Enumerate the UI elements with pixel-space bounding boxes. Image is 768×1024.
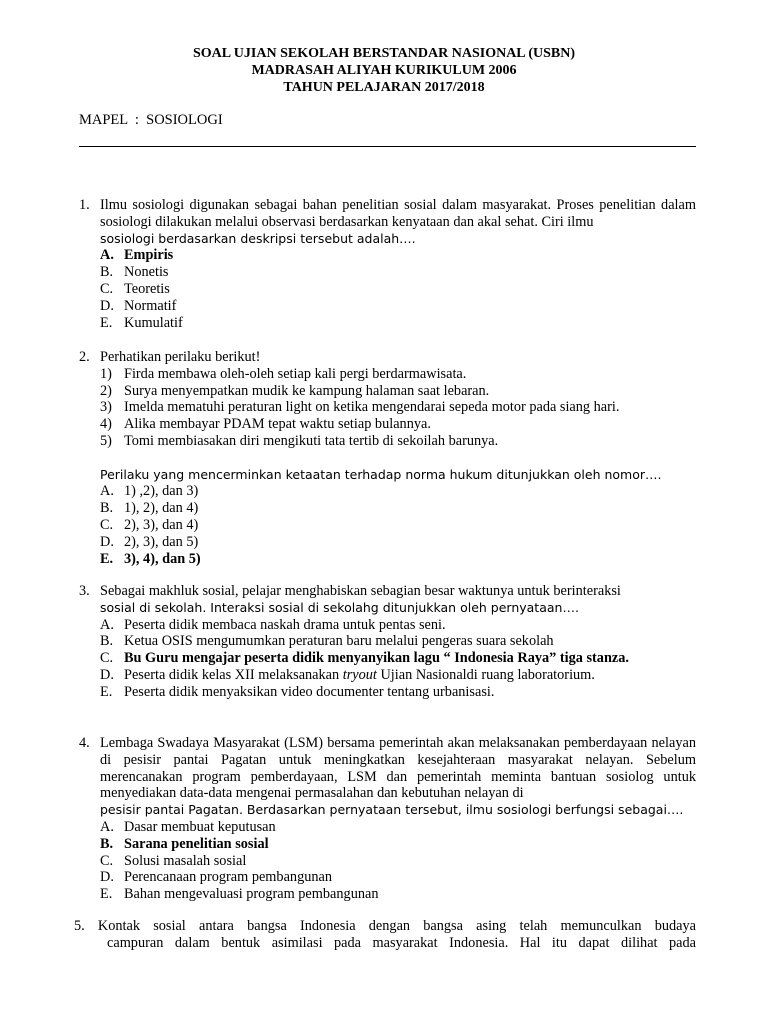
statement-4 xyxy=(100,416,696,433)
option-text: Normatif xyxy=(124,297,177,314)
option-text: 1) ,2), dan 3) xyxy=(124,483,199,500)
option-e xyxy=(100,315,696,332)
option-text-before: Peserta didik kelas XII melaksanakan xyxy=(124,666,343,683)
statement-3 xyxy=(100,399,696,416)
subject-label: MAPEL : SOSIOLOGI xyxy=(79,112,223,128)
statement-label: 2) xyxy=(100,382,112,399)
option-text: Peserta didik membaca naskah drama untuk pentas seni. xyxy=(124,616,446,633)
question-text-tail: pesisir pantai Pagatan. Berdasarkan pernyataan tersebut, ilmu sosiologi berfungsi sebagai…. xyxy=(100,802,684,818)
option-label: E. xyxy=(100,886,113,903)
option-c xyxy=(100,650,696,667)
statement-text: Alika membayar PDAM tepat waktu setiap bulannya. xyxy=(124,416,431,433)
statement-2 xyxy=(100,383,696,400)
question-1 xyxy=(79,197,696,331)
option-label: C. xyxy=(100,852,114,869)
statement-text: Surya menyempatkan mudik ke kampung halaman saat lebaran. xyxy=(124,382,490,399)
option-text: Bahan mengevaluasi program pembangunan xyxy=(124,886,379,903)
question-text: Sebagai makhluk sosial, pelajar menghabiskan sebagian besar waktunya untuk berinteraksi xyxy=(100,583,621,599)
statement-1 xyxy=(100,366,696,383)
option-text: 2), 3), dan 5) xyxy=(124,533,199,550)
option-d xyxy=(100,667,696,684)
statement-label: 5) xyxy=(100,432,112,449)
option-text: 1), 2), dan 4) xyxy=(124,500,199,517)
question-text-tail: sosial di sekolah. Interaksi sosial di sekolahg ditunjukkan oleh pernyataan…. xyxy=(100,599,579,615)
option-label: C. xyxy=(100,650,114,667)
option-d xyxy=(100,298,696,315)
question-number: 1. xyxy=(79,197,90,213)
option-label: E. xyxy=(100,314,113,331)
option-label: D. xyxy=(100,297,114,314)
option-label: D. xyxy=(100,666,114,683)
question-number: 3. xyxy=(79,583,90,599)
header-year: TAHUN PELAJARAN 2017/2018 xyxy=(283,80,485,95)
option-label: C. xyxy=(100,516,114,533)
question-text-line-2: campuran dalam bentuk asimilasi pada masyarakat Indonesia. Hal itu dapat dilihat pada xyxy=(107,934,696,951)
question-number: 2. xyxy=(79,349,90,365)
option-label: D. xyxy=(100,533,114,550)
option-b xyxy=(100,264,696,281)
option-text: Peserta didik menyaksikan video documenter tentang urbanisasi. xyxy=(124,683,495,700)
statement-label: 4) xyxy=(100,416,112,433)
option-text: Teoretis xyxy=(124,280,170,297)
option-label: C. xyxy=(100,280,114,297)
question-5 xyxy=(74,918,696,952)
option-a xyxy=(100,483,696,500)
option-a xyxy=(100,617,696,634)
option-label: B. xyxy=(100,264,114,281)
question-intro: Perhatikan perilaku berikut! xyxy=(100,349,261,365)
statement-label: 3) xyxy=(100,399,112,416)
option-text: Perencanaan program pembangunan xyxy=(124,869,333,886)
option-text-after: Ujian Nasionaldi ruang laboratorium. xyxy=(376,666,595,683)
option-text: 3), 4), dan 5) xyxy=(124,550,201,567)
option-text: Dasar membuat keputusan xyxy=(124,818,276,835)
statement-5 xyxy=(100,433,696,450)
option-text: Solusi masalah sosial xyxy=(124,852,247,869)
option-label: B. xyxy=(100,500,114,517)
option-label: A. xyxy=(100,247,114,264)
option-label: D. xyxy=(100,869,114,886)
header-divider xyxy=(79,146,696,147)
option-c xyxy=(100,281,696,298)
option-a xyxy=(100,819,696,836)
option-a xyxy=(100,247,696,264)
header-school: MADRASAH ALIYAH KURIKULUM 2006 xyxy=(251,63,517,78)
question-4 xyxy=(79,735,696,903)
option-label: B. xyxy=(100,633,114,650)
question-3 xyxy=(79,583,696,701)
option-label: E. xyxy=(100,683,113,700)
option-e xyxy=(100,551,696,568)
option-text-italic: tryout xyxy=(342,666,377,683)
question-text: Ilmu sosiologi digunakan sebagai bahan penelitian sosial dalam masyarakat. Proses penelitian dalam sosiologi dilakukan melalui observasi berdasarkan kenyataan dan akal sehat. Ciri ilmu xyxy=(100,197,696,230)
option-label: A. xyxy=(100,483,114,500)
option-label: E. xyxy=(100,550,114,567)
option-label: A. xyxy=(100,818,114,835)
option-text: Empiris xyxy=(124,247,174,264)
question-text: Lembaga Swadaya Masyarakat (LSM) bersama pemerintah akan melaksanakan pemberdayaan nelayan di pesisir pantai Pagatan untuk meningkatkan kesejahteraan masyarakat nelayan. Sebelum merencanakan program pemberdayaan, LSM dan pemerintah meminta bantuan sosiolog untuk menyediakan data-data mengenai permasalahan dan kebutuhan nelayan di xyxy=(100,735,696,802)
question-2 xyxy=(79,349,696,567)
option-c xyxy=(100,853,696,870)
option-text: Bu Guru mengajar peserta didik menyanyikan lagu “ Indonesia Raya” tiga stanza. xyxy=(124,650,629,667)
statement-text: Imelda mematuhi peraturan light on ketika mengendarai sepeda motor pada siang hari. xyxy=(124,399,620,416)
question-number: 4. xyxy=(79,735,90,751)
statement-label: 1) xyxy=(100,365,112,382)
option-e xyxy=(100,684,696,701)
option-c xyxy=(100,517,696,534)
question-text-line-1: 5. Kontak sosial antara bangsa Indonesia dengan bangsa asing telah memunculkan budaya xyxy=(74,918,696,934)
option-d xyxy=(100,869,696,886)
option-text: Ketua OSIS mengumumkan peraturan baru melalui pengeras suara sekolah xyxy=(124,633,554,650)
header-title: SOAL UJIAN SEKOLAH BERSTANDAR NASIONAL (USBN) xyxy=(192,46,576,61)
option-b xyxy=(100,836,696,853)
option-text: 2), 3), dan 4) xyxy=(124,516,199,533)
option-label: B. xyxy=(100,835,114,852)
question-text: Perilaku yang mencerminkan ketaatan terhadap norma hukum ditunjukkan oleh nomor…. xyxy=(100,466,662,482)
option-b xyxy=(100,633,696,650)
option-text: Nonetis xyxy=(124,264,169,281)
statement-text: Firda membawa oleh-oleh setiap kali pergi berdarmawisata. xyxy=(124,365,467,382)
option-e xyxy=(100,886,696,903)
option-b xyxy=(100,500,696,517)
exam-header xyxy=(0,45,768,96)
option-label: A. xyxy=(100,616,114,633)
option-text: Sarana penelitian sosial xyxy=(124,835,269,852)
statement-text: Tomi membiasakan diri mengikuti tata tertib di sekoilah barunya. xyxy=(124,432,499,449)
option-text: Kumulatif xyxy=(124,314,183,331)
question-text-tail: sosiologi berdasarkan deskripsi tersebut adalah…. xyxy=(100,230,416,246)
option-d xyxy=(100,534,696,551)
